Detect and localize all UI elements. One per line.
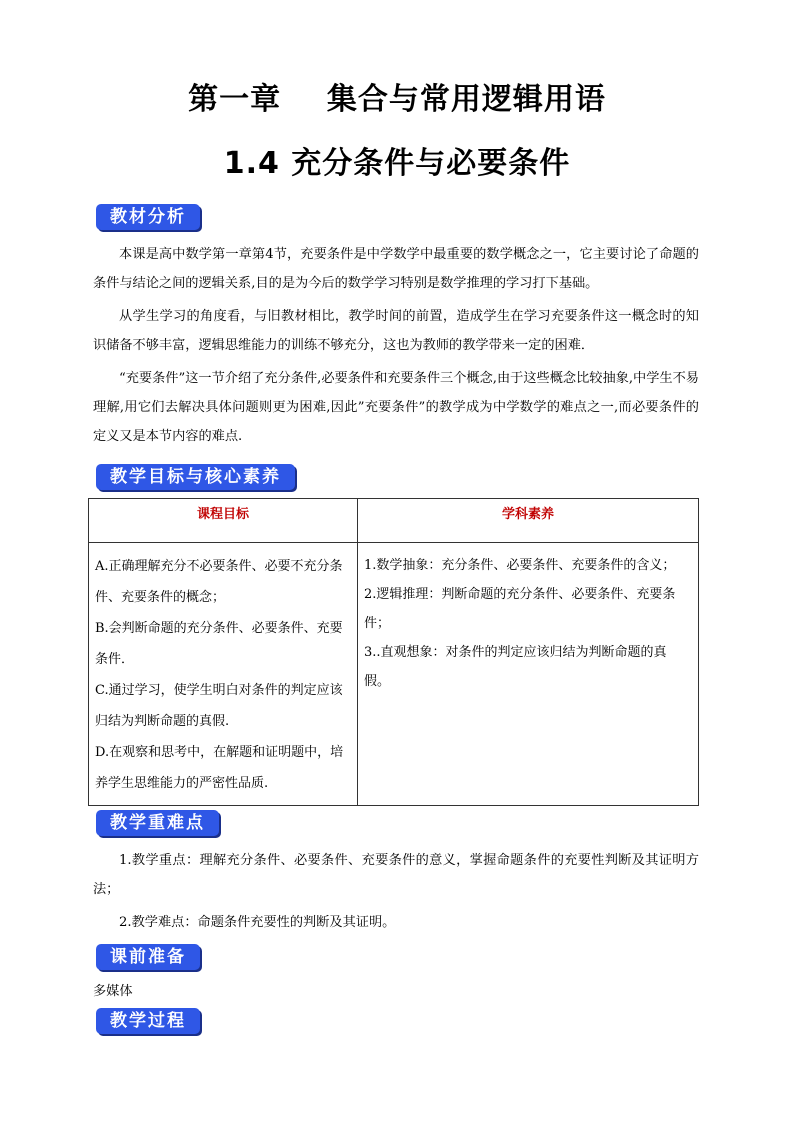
col-header-subject-literacy: 学科素养	[358, 499, 699, 543]
goals-table	[88, 498, 699, 806]
subject-literacy-cell	[358, 543, 699, 806]
analysis-paragraph: “充要条件”这一节介绍了充分条件,必要条件和充要条件三个概念,由于这些概念比较抽象,中学生不易理解,用它们去解决具体问题则更为困难,因此”充要条件”的教学成为中学数学的难点之一,而必要条件的定义又是本节内容的难点.	[93, 371, 699, 444]
goal-item: D.在观察和思考中，在解题和证明题中，培养学生思维能力的严密性品质.	[95, 745, 344, 791]
analysis-paragraph: 本课是高中数学第一章第4节，充要条件是中学数学中最重要的数学概念之一，它主要讨论了命题的条件与结论之间的逻辑关系,目的是为今后的数学学习特别是数学推理的学习打下基础。	[93, 247, 699, 291]
goal-item: C.通过学习，使学生明白对条件的判定应该归结为判断命题的真假.	[95, 683, 343, 729]
course-goals-cell	[89, 543, 358, 806]
tag-goals-and-literacy: 教学目标与核心素养	[96, 464, 295, 490]
chapter-title: 第一章 集合与常用逻辑用语	[188, 82, 606, 117]
section-title: 1.4 充分条件与必要条件	[223, 146, 571, 181]
tag-key-difficult-points: 教学重难点	[96, 810, 219, 836]
key-point-item: 2.教学难点：命题条件充要性的判断及其证明。	[119, 915, 396, 930]
tag-textbook-analysis: 教材分析	[96, 204, 200, 230]
col-header-course-goals: 课程目标	[89, 499, 358, 543]
tag-preparation: 课前准备	[96, 944, 200, 970]
tag-teaching-process: 教学过程	[96, 1008, 200, 1034]
analysis-paragraph: 从学生学习的角度看，与旧教材相比，教学时间的前置，造成学生在学习充要条件这一概念时的知识储备不够丰富，逻辑思维能力的训练不够充分，这也为教师的教学带来一定的困难．	[93, 309, 699, 353]
goal-item: B.会判断命题的充分条件、必要条件、充要条件．	[95, 621, 343, 667]
preparation-content: 多媒体	[93, 984, 133, 999]
literacy-item: 3..直观想象：对条件的判定应该归结为判断命题的真假。	[364, 645, 667, 689]
literacy-item: 2.逻辑推理：判断命题的充分条件、必要条件、充要条件；	[364, 587, 676, 631]
goal-item: A.正确理解充分不必要条件、必要不充分条件、充要条件的概念；	[95, 559, 343, 605]
key-point-item: 1.教学重点：理解充分条件、必要条件、充要条件的意义，掌握命题条件的充要性判断及其证明方法；	[93, 853, 699, 897]
literacy-item: 1.数学抽象：充分条件、必要条件、充要条件的含义；	[364, 558, 676, 573]
